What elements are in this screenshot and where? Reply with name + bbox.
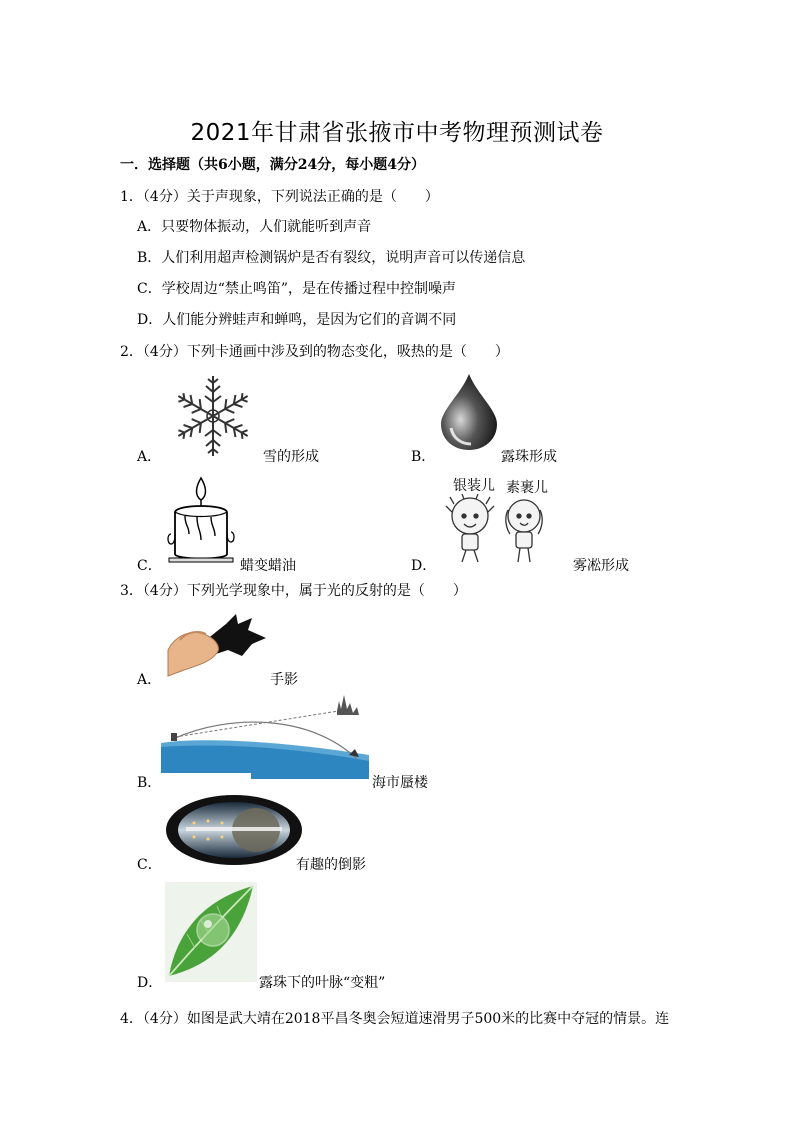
question-1-option-a[interactable]: A．只要物体振动，人们就能听到声音 bbox=[137, 219, 372, 235]
question-3-caption-d: 露珠下的叶脉“变粗” bbox=[259, 975, 386, 991]
question-3-caption-a: 手影 bbox=[270, 672, 298, 688]
question-2-caption-c: 蜡变蜡油 bbox=[240, 558, 296, 574]
question-3-option-a[interactable]: A． bbox=[137, 672, 162, 688]
mirage-icon bbox=[161, 689, 369, 779]
page-title: 2021年甘肃省张掖市中考物理预测试卷 bbox=[190, 120, 604, 146]
water-drop-icon bbox=[437, 372, 501, 452]
question-1-option-b[interactable]: B．人们利用超声检测锅炉是否有裂纹，说明声音可以传递信息 bbox=[137, 250, 526, 266]
question-3-option-c[interactable]: C． bbox=[137, 857, 162, 873]
cartoon-figures-icon bbox=[440, 494, 552, 564]
figure-label-yinzhuanger: 银装儿 bbox=[453, 478, 495, 494]
hand-shadow-icon bbox=[166, 610, 270, 680]
question-3-stem: 3．（4分）下列光学现象中，属于光的反射的是（ ） bbox=[120, 583, 467, 599]
figure-label-suguoer: 素裹儿 bbox=[506, 480, 548, 496]
question-3-option-d[interactable]: D． bbox=[137, 975, 163, 991]
question-2-option-b[interactable]: B． bbox=[411, 449, 436, 465]
question-3-caption-b: 海市蜃楼 bbox=[372, 775, 428, 791]
section-heading: 一．选择题（共6小题，满分24分，每小题4分） bbox=[120, 157, 425, 173]
question-1-stem: 1．（4分）关于声现象，下列说法正确的是（ ） bbox=[120, 189, 439, 205]
question-2-stem: 2．（4分）下列卡通画中涉及到的物态变化，吸热的是（ ） bbox=[120, 344, 509, 360]
question-1-option-d[interactable]: D．人们能分辨蛙声和蝉鸣，是因为它们的音调不同 bbox=[137, 312, 457, 328]
melting-candle-icon bbox=[165, 474, 237, 564]
reflection-icon bbox=[164, 793, 304, 867]
question-2-caption-d: 雾凇形成 bbox=[573, 558, 629, 574]
question-2-option-a[interactable]: A． bbox=[137, 449, 162, 465]
question-1-option-c[interactable]: C．学校周边“禁止鸣笛”，是在传播过程中控制噪声 bbox=[137, 281, 457, 297]
snowflake-icon bbox=[164, 372, 262, 460]
question-2-option-c[interactable]: C． bbox=[137, 558, 162, 574]
question-2-caption-a: 雪的形成 bbox=[263, 449, 319, 465]
dewdrop-leaf-icon bbox=[165, 882, 257, 982]
question-2-caption-b: 露珠形成 bbox=[501, 449, 557, 465]
question-3-caption-c: 有趣的倒影 bbox=[296, 857, 366, 873]
question-3-option-b[interactable]: B． bbox=[137, 775, 162, 791]
question-2-option-d[interactable]: D． bbox=[411, 558, 437, 574]
question-4-stem: 4．（4分）如图是武大靖在2018平昌冬奥会短道速滑男子500米的比赛中夺冠的情景。连 bbox=[120, 1011, 670, 1027]
